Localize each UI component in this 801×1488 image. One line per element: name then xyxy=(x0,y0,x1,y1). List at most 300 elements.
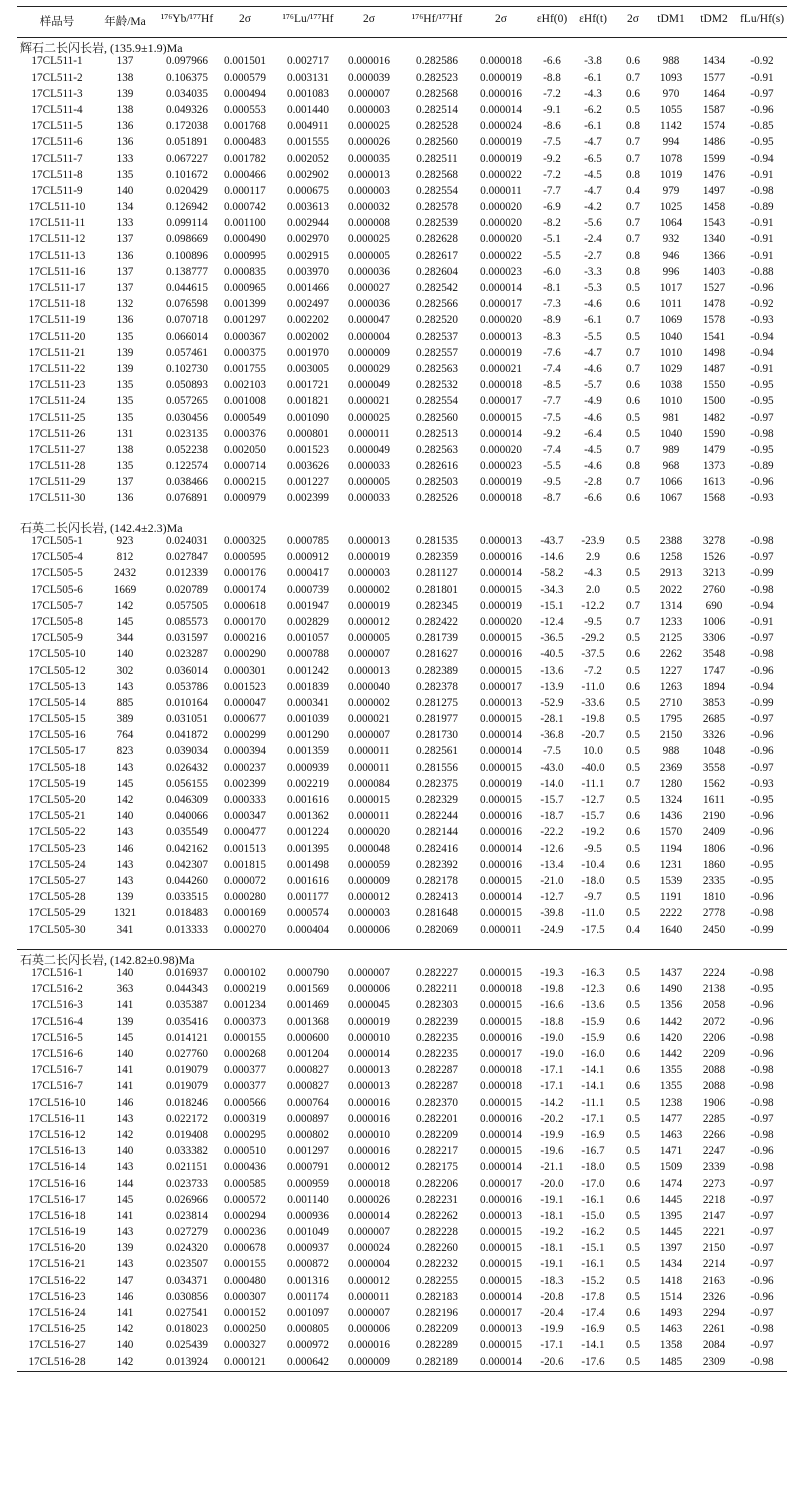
cell-yb-hf-2s: 0.000236 xyxy=(224,1226,266,1239)
cell-age: 143 xyxy=(116,858,134,871)
cell-sample-id: 17CL505-20 xyxy=(28,794,86,807)
cell-lu-hf: 0.000764 xyxy=(287,1096,329,1109)
cell-t-dm1: 1069 xyxy=(659,314,683,327)
cell-sample-id: 17CL505-23 xyxy=(28,842,86,855)
table-row xyxy=(17,1274,787,1290)
cell-age: 143 xyxy=(116,1161,134,1174)
table-row xyxy=(17,249,787,265)
cell-lu-hf: 0.001466 xyxy=(287,282,329,295)
cell-eps-hf-t: -19.2 xyxy=(581,826,605,839)
cell-age: 136 xyxy=(116,492,134,505)
cell-eps-hf-0: -9.2 xyxy=(543,427,561,440)
cell-t-dm1: 1324 xyxy=(659,794,683,807)
cell-eps-2s: 0.6 xyxy=(626,551,640,564)
cell-lu-hf-2s: 0.000033 xyxy=(348,460,390,473)
cell-t-dm2: 1806 xyxy=(702,842,726,855)
cell-t-dm2: 2273 xyxy=(702,1177,726,1190)
cell-eps-2s: 0.6 xyxy=(626,492,640,505)
cell-eps-hf-0: -18.3 xyxy=(540,1274,564,1287)
cell-sample-id: 17CL511-11 xyxy=(28,217,86,230)
cell-eps-2s: 0.6 xyxy=(626,1031,640,1044)
cell-t-dm1: 1280 xyxy=(659,777,683,790)
cell-lu-hf: 0.000972 xyxy=(287,1339,329,1352)
cell-eps-hf-0: -19.0 xyxy=(540,1048,564,1061)
cell-t-dm2: 3213 xyxy=(702,567,726,580)
cell-eps-hf-t: -16.1 xyxy=(581,1258,605,1271)
cell-hf-hf-2s: 0.000019 xyxy=(480,599,522,612)
cell-f-lu-hf: -0.98 xyxy=(750,1323,774,1336)
cell-eps-2s: 0.7 xyxy=(626,599,640,612)
cell-f-lu-hf: -0.98 xyxy=(750,535,774,548)
cell-hf-hf-2s: 0.000019 xyxy=(480,152,522,165)
cell-eps-hf-t: -4.6 xyxy=(584,411,602,424)
cell-yb-hf-2s: 0.001513 xyxy=(224,842,266,855)
cell-hf-hf: 0.282513 xyxy=(416,427,458,440)
table-row xyxy=(17,200,787,216)
cell-t-dm1: 2262 xyxy=(659,648,683,661)
cell-eps-hf-t: -5.5 xyxy=(584,330,602,343)
cell-hf-hf-2s: 0.000015 xyxy=(480,411,522,424)
cell-eps-2s: 0.5 xyxy=(626,761,640,774)
cell-f-lu-hf: -0.91 xyxy=(750,71,774,84)
cell-lu-hf: 0.003005 xyxy=(287,362,329,375)
cell-lu-hf: 0.004911 xyxy=(287,120,329,133)
cell-sample-id: 17CL516-7 xyxy=(31,1064,83,1077)
cell-sample-id: 17CL505-1 xyxy=(31,535,83,548)
cell-t-dm2: 1894 xyxy=(702,680,726,693)
cell-eps-hf-t: -9.7 xyxy=(584,891,602,904)
cell-t-dm2: 1482 xyxy=(702,411,726,424)
cell-lu-hf: 0.001140 xyxy=(287,1193,329,1206)
cell-age: 143 xyxy=(116,874,134,887)
cell-f-lu-hf: -0.98 xyxy=(750,967,774,980)
cell-eps-hf-0: -14.6 xyxy=(540,551,564,564)
cell-eps-hf-t: -9.5 xyxy=(584,615,602,628)
cell-hf-hf: 0.282568 xyxy=(416,87,458,100)
cell-eps-2s: 0.5 xyxy=(626,1209,640,1222)
cell-f-lu-hf: -0.92 xyxy=(750,298,774,311)
cell-t-dm1: 981 xyxy=(662,411,680,424)
cell-f-lu-hf: -0.95 xyxy=(750,983,774,996)
cell-yb-hf: 0.122574 xyxy=(166,460,208,473)
cell-eps-hf-t: -15.7 xyxy=(581,810,605,823)
cell-t-dm1: 1093 xyxy=(659,71,683,84)
cell-f-lu-hf: -0.95 xyxy=(750,874,774,887)
cell-eps-hf-t: -6.1 xyxy=(584,71,602,84)
cell-lu-hf: 0.001204 xyxy=(287,1048,329,1061)
cell-yb-hf: 0.018246 xyxy=(166,1096,208,1109)
header-lu-hf-2s: 2σ xyxy=(363,13,375,25)
cell-lu-hf: 0.001242 xyxy=(287,664,329,677)
cell-eps-hf-0: -7.5 xyxy=(543,136,561,149)
cell-t-dm2: 2335 xyxy=(702,874,726,887)
cell-hf-hf: 0.282563 xyxy=(416,362,458,375)
cell-t-dm2: 1810 xyxy=(702,891,726,904)
cell-eps-hf-0: -20.6 xyxy=(540,1355,564,1368)
cell-yb-hf: 0.099114 xyxy=(166,217,208,230)
cell-age: 146 xyxy=(116,842,134,855)
cell-eps-hf-t: -12.7 xyxy=(581,794,605,807)
cell-age: 135 xyxy=(116,460,134,473)
table-row xyxy=(17,1241,787,1257)
cell-yb-hf-2s: 0.000307 xyxy=(224,1290,266,1303)
cell-hf-hf: 0.282539 xyxy=(416,217,458,230)
cell-yb-hf-2s: 0.000237 xyxy=(224,761,266,774)
cell-eps-hf-t: -17.5 xyxy=(581,923,605,936)
cell-hf-hf-2s: 0.000014 xyxy=(480,1128,522,1141)
cell-sample-id: 17CL505-15 xyxy=(28,713,86,726)
cell-lu-hf-2s: 0.000013 xyxy=(348,1080,390,1093)
cell-t-dm2: 2206 xyxy=(702,1031,726,1044)
cell-t-dm2: 2778 xyxy=(702,907,726,920)
cell-eps-hf-0: -18.8 xyxy=(540,1015,564,1028)
cell-eps-hf-0: -19.1 xyxy=(540,1258,564,1271)
cell-t-dm1: 1263 xyxy=(659,680,683,693)
cell-hf-hf: 0.282231 xyxy=(416,1193,458,1206)
table-row xyxy=(17,793,787,809)
cell-t-dm1: 946 xyxy=(662,249,680,262)
cell-eps-2s: 0.5 xyxy=(626,729,640,742)
table-row xyxy=(17,103,787,119)
cell-f-lu-hf: -0.95 xyxy=(750,136,774,149)
cell-f-lu-hf: -0.96 xyxy=(750,1048,774,1061)
cell-sample-id: 17CL505-6 xyxy=(31,583,83,596)
cell-hf-hf: 0.282329 xyxy=(416,794,458,807)
cell-t-dm2: 2088 xyxy=(702,1080,726,1093)
cell-lu-hf-2s: 0.000004 xyxy=(348,1258,390,1271)
cell-hf-hf-2s: 0.000015 xyxy=(480,632,522,645)
cell-hf-hf-2s: 0.000015 xyxy=(480,1096,522,1109)
cell-eps-hf-0: -18.1 xyxy=(540,1209,564,1222)
cell-f-lu-hf: -0.98 xyxy=(750,1080,774,1093)
cell-eps-hf-0: -19.6 xyxy=(540,1145,564,1158)
cell-hf-hf: 0.282228 xyxy=(416,1226,458,1239)
cell-lu-hf-2s: 0.000009 xyxy=(348,1355,390,1368)
cell-hf-hf-2s: 0.000020 xyxy=(480,314,522,327)
cell-sample-id: 17CL505-22 xyxy=(28,826,86,839)
cell-t-dm1: 1420 xyxy=(659,1031,683,1044)
cell-eps-hf-t: 10.0 xyxy=(583,745,603,758)
cell-eps-hf-t: -11.1 xyxy=(581,777,605,790)
cell-age: 140 xyxy=(116,967,134,980)
cell-sample-id: 17CL516-1 xyxy=(31,967,83,980)
cell-eps-2s: 0.5 xyxy=(626,1290,640,1303)
cell-hf-hf: 0.282359 xyxy=(416,551,458,564)
cell-hf-hf: 0.282616 xyxy=(416,460,458,473)
cell-f-lu-hf: -0.96 xyxy=(750,1290,774,1303)
cell-yb-hf: 0.044260 xyxy=(166,874,208,887)
cell-eps-hf-0: -13.9 xyxy=(540,680,564,693)
cell-sample-id: 17CL511-24 xyxy=(28,395,86,408)
table-row xyxy=(17,1322,787,1338)
cell-lu-hf: 0.000801 xyxy=(287,427,329,440)
cell-yb-hf-2s: 0.000377 xyxy=(224,1080,266,1093)
cell-f-lu-hf: -0.98 xyxy=(750,1128,774,1141)
cell-yb-hf-2s: 0.000376 xyxy=(224,427,266,440)
cell-hf-hf-2s: 0.000018 xyxy=(480,492,522,505)
cell-yb-hf-2s: 0.000572 xyxy=(224,1193,266,1206)
cell-t-dm2: 2084 xyxy=(702,1339,726,1352)
cell-t-dm2: 1478 xyxy=(702,298,726,311)
cell-sample-id: 17CL516-28 xyxy=(28,1355,86,1368)
cell-lu-hf-2s: 0.000019 xyxy=(348,551,390,564)
cell-yb-hf: 0.100896 xyxy=(166,249,208,262)
cell-eps-hf-0: -5.5 xyxy=(543,249,561,262)
cell-t-dm2: 2266 xyxy=(702,1128,726,1141)
cell-t-dm2: 1526 xyxy=(702,551,726,564)
header-yb-hf: ¹⁷⁶Yb/¹⁷⁷Hf xyxy=(160,13,214,25)
cell-eps-hf-0: -19.9 xyxy=(540,1323,564,1336)
cell-f-lu-hf: -0.97 xyxy=(750,1258,774,1271)
cell-eps-hf-0: -20.4 xyxy=(540,1307,564,1320)
cell-lu-hf: 0.001616 xyxy=(287,874,329,887)
cell-t-dm1: 1355 xyxy=(659,1080,683,1093)
cell-eps-2s: 0.6 xyxy=(626,1307,640,1320)
cell-yb-hf-2s: 0.000176 xyxy=(224,567,266,580)
cell-hf-hf-2s: 0.000015 xyxy=(480,1339,522,1352)
cell-t-dm1: 1356 xyxy=(659,999,683,1012)
cell-eps-hf-0: -20.8 xyxy=(540,1290,564,1303)
cell-lu-hf: 0.002902 xyxy=(287,168,329,181)
cell-age: 135 xyxy=(116,168,134,181)
cell-lu-hf-2s: 0.000021 xyxy=(348,395,390,408)
cell-eps-hf-0: -17.1 xyxy=(540,1339,564,1352)
cell-hf-hf: 0.282514 xyxy=(416,103,458,116)
cell-t-dm1: 1055 xyxy=(659,103,683,116)
cell-lu-hf-2s: 0.000025 xyxy=(348,120,390,133)
cell-hf-hf: 0.281275 xyxy=(416,696,458,709)
cell-eps-hf-t: -18.0 xyxy=(581,874,605,887)
header-t-dm2: tDM2 xyxy=(700,13,728,25)
cell-eps-2s: 0.7 xyxy=(626,71,640,84)
cell-age: 812 xyxy=(116,551,134,564)
cell-yb-hf-2s: 0.000742 xyxy=(224,201,266,214)
cell-t-dm2: 1527 xyxy=(702,282,726,295)
cell-lu-hf: 0.000739 xyxy=(287,583,329,596)
cell-lu-hf-2s: 0.000013 xyxy=(348,1064,390,1077)
cell-sample-id: 17CL505-14 xyxy=(28,696,86,709)
cell-eps-hf-t: -40.0 xyxy=(581,761,605,774)
cell-yb-hf: 0.035416 xyxy=(166,1015,208,1028)
section-title: 石英二长闪长岩, (142.4±2.3)Ma xyxy=(20,520,183,535)
cell-f-lu-hf: -0.92 xyxy=(750,55,774,68)
cell-eps-hf-t: -6.2 xyxy=(584,103,602,116)
cell-t-dm1: 1442 xyxy=(659,1015,683,1028)
cell-lu-hf-2s: 0.000011 xyxy=(348,1290,390,1303)
cell-age: 764 xyxy=(116,729,134,742)
table-row xyxy=(17,982,787,998)
cell-t-dm1: 2710 xyxy=(659,696,683,709)
table-row xyxy=(17,998,787,1014)
cell-eps-2s: 0.5 xyxy=(626,1274,640,1287)
cell-eps-2s: 0.6 xyxy=(626,1064,640,1077)
cell-age: 302 xyxy=(116,664,134,677)
cell-eps-hf-t: -7.2 xyxy=(584,664,602,677)
cell-t-dm1: 1397 xyxy=(659,1242,683,1255)
cell-age: 885 xyxy=(116,696,134,709)
cell-f-lu-hf: -0.96 xyxy=(750,1015,774,1028)
cell-lu-hf: 0.001290 xyxy=(287,729,329,742)
cell-eps-hf-0: -15.7 xyxy=(540,794,564,807)
cell-eps-hf-0: -7.7 xyxy=(543,184,561,197)
cell-lu-hf-2s: 0.000019 xyxy=(348,599,390,612)
cell-sample-id: 17CL505-21 xyxy=(28,810,86,823)
cell-lu-hf-2s: 0.000012 xyxy=(348,891,390,904)
cell-eps-hf-0: -19.3 xyxy=(540,967,564,980)
cell-t-dm2: 2294 xyxy=(702,1307,726,1320)
cell-yb-hf: 0.034371 xyxy=(166,1274,208,1287)
table-row xyxy=(17,362,787,378)
cell-sample-id: 17CL511-2 xyxy=(31,71,83,84)
cell-hf-hf: 0.282503 xyxy=(416,476,458,489)
cell-age: 137 xyxy=(116,55,134,68)
cell-hf-hf: 0.282416 xyxy=(416,842,458,855)
cell-f-lu-hf: -0.95 xyxy=(750,379,774,392)
cell-hf-hf: 0.282511 xyxy=(416,152,458,165)
cell-eps-hf-0: -7.5 xyxy=(543,745,561,758)
cell-eps-2s: 0.6 xyxy=(626,648,640,661)
cell-lu-hf: 0.001839 xyxy=(287,680,329,693)
cell-sample-id: 17CL511-4 xyxy=(31,103,83,116)
cell-age: 136 xyxy=(116,120,134,133)
table-row xyxy=(17,647,787,663)
cell-yb-hf-2s: 0.000714 xyxy=(224,460,266,473)
cell-eps-2s: 0.5 xyxy=(626,583,640,596)
table-row xyxy=(17,664,787,680)
cell-hf-hf: 0.282554 xyxy=(416,184,458,197)
cell-t-dm1: 1509 xyxy=(659,1161,683,1174)
cell-t-dm1: 1067 xyxy=(659,492,683,505)
cell-sample-id: 17CL511-22 xyxy=(28,362,86,375)
cell-yb-hf: 0.030856 xyxy=(166,1290,208,1303)
cell-age: 137 xyxy=(116,476,134,489)
cell-lu-hf: 0.001316 xyxy=(287,1274,329,1287)
cell-t-dm2: 1747 xyxy=(702,664,726,677)
cell-eps-hf-0: -17.1 xyxy=(540,1080,564,1093)
header-age: 年龄/Ma xyxy=(104,16,146,28)
cell-lu-hf: 0.001440 xyxy=(287,103,329,116)
cell-lu-hf: 0.000912 xyxy=(287,551,329,564)
cell-eps-2s: 0.5 xyxy=(626,999,640,1012)
cell-t-dm2: 2190 xyxy=(702,810,726,823)
cell-age: 137 xyxy=(116,282,134,295)
cell-lu-hf: 0.000788 xyxy=(287,648,329,661)
cell-f-lu-hf: -0.89 xyxy=(750,460,774,473)
cell-yb-hf: 0.041872 xyxy=(166,729,208,742)
cell-sample-id: 17CL516-5 xyxy=(31,1031,83,1044)
cell-sample-id: 17CL511-7 xyxy=(31,152,83,165)
header-sample-id: 样品号 xyxy=(39,16,75,28)
cell-t-dm1: 1194 xyxy=(660,842,682,855)
cell-age: 145 xyxy=(116,615,134,628)
cell-hf-hf-2s: 0.000019 xyxy=(480,71,522,84)
cell-lu-hf-2s: 0.000012 xyxy=(348,1274,390,1287)
cell-eps-2s: 0.6 xyxy=(626,1177,640,1190)
cell-eps-hf-0: -13.6 xyxy=(540,664,564,677)
cell-eps-hf-t: -17.1 xyxy=(581,1112,605,1125)
cell-sample-id: 17CL511-10 xyxy=(28,201,86,214)
cell-t-dm1: 1066 xyxy=(659,476,683,489)
cell-t-dm1: 1040 xyxy=(659,330,683,343)
cell-eps-hf-0: -9.5 xyxy=(543,476,561,489)
cell-yb-hf: 0.018483 xyxy=(166,907,208,920)
cell-lu-hf: 0.001177 xyxy=(287,891,329,904)
cell-age: 143 xyxy=(116,826,134,839)
table-row xyxy=(17,777,787,793)
cell-eps-hf-0: -16.6 xyxy=(540,999,564,1012)
cell-yb-hf: 0.019079 xyxy=(166,1080,208,1093)
cell-eps-2s: 0.5 xyxy=(626,967,640,980)
cell-hf-hf-2s: 0.000016 xyxy=(480,551,522,564)
cell-hf-hf: 0.282370 xyxy=(416,1096,458,1109)
cell-yb-hf: 0.056155 xyxy=(166,777,208,790)
cell-yb-hf: 0.018023 xyxy=(166,1323,208,1336)
cell-hf-hf-2s: 0.000021 xyxy=(480,362,522,375)
cell-lu-hf-2s: 0.000047 xyxy=(348,314,390,327)
cell-eps-2s: 0.6 xyxy=(626,298,640,311)
cell-t-dm2: 2450 xyxy=(702,923,726,936)
cell-hf-hf: 0.282217 xyxy=(416,1145,458,1158)
cell-f-lu-hf: -0.94 xyxy=(750,680,774,693)
cell-yb-hf: 0.027279 xyxy=(166,1226,208,1239)
cell-age: 142 xyxy=(116,599,134,612)
cell-lu-hf: 0.000802 xyxy=(287,1128,329,1141)
cell-sample-id: 17CL516-4 xyxy=(31,1015,83,1028)
cell-age: 142 xyxy=(116,1323,134,1336)
cell-age: 141 xyxy=(116,1307,134,1320)
cell-eps-hf-t: -16.0 xyxy=(581,1048,605,1061)
cell-hf-hf: 0.282542 xyxy=(416,282,458,295)
cell-sample-id: 17CL505-13 xyxy=(28,680,86,693)
cell-f-lu-hf: -0.96 xyxy=(750,1145,774,1158)
cell-lu-hf: 0.001039 xyxy=(287,713,329,726)
cell-lu-hf-2s: 0.000007 xyxy=(348,648,390,661)
cell-hf-hf: 0.281535 xyxy=(416,535,458,548)
cell-t-dm2: 2209 xyxy=(702,1048,726,1061)
cell-hf-hf: 0.282566 xyxy=(416,298,458,311)
cell-eps-hf-t: -4.3 xyxy=(584,87,602,100)
cell-eps-hf-0: -8.7 xyxy=(543,492,561,505)
cell-sample-id: 17CL511-29 xyxy=(28,476,86,489)
cell-eps-hf-0: -6.0 xyxy=(543,265,561,278)
cell-eps-2s: 0.6 xyxy=(626,826,640,839)
cell-yb-hf-2s: 0.000566 xyxy=(224,1096,266,1109)
cell-age: 139 xyxy=(116,1242,134,1255)
cell-yb-hf: 0.034035 xyxy=(166,87,208,100)
cell-t-dm2: 1464 xyxy=(702,87,726,100)
cell-hf-hf: 0.282392 xyxy=(416,858,458,871)
cell-hf-hf: 0.281730 xyxy=(416,729,458,742)
table-row xyxy=(17,1128,787,1144)
cell-yb-hf: 0.026966 xyxy=(166,1193,208,1206)
cell-sample-id: 17CL516-22 xyxy=(28,1274,86,1287)
cell-age: 363 xyxy=(116,983,134,996)
cell-sample-id: 17CL516-11 xyxy=(28,1112,86,1125)
cell-t-dm2: 2760 xyxy=(702,583,726,596)
cell-f-lu-hf: -0.97 xyxy=(750,551,774,564)
cell-eps-hf-t: -4.6 xyxy=(584,460,602,473)
cell-t-dm2: 690 xyxy=(705,599,723,612)
table-row xyxy=(17,712,787,728)
cell-t-dm2: 1577 xyxy=(702,71,726,84)
cell-f-lu-hf: -0.96 xyxy=(750,842,774,855)
cell-yb-hf: 0.035549 xyxy=(166,826,208,839)
table-row xyxy=(17,1112,787,1128)
table-row xyxy=(17,680,787,696)
cell-eps-2s: 0.7 xyxy=(626,777,640,790)
cell-eps-2s: 0.5 xyxy=(626,411,640,424)
cell-yb-hf-2s: 0.000618 xyxy=(224,599,266,612)
